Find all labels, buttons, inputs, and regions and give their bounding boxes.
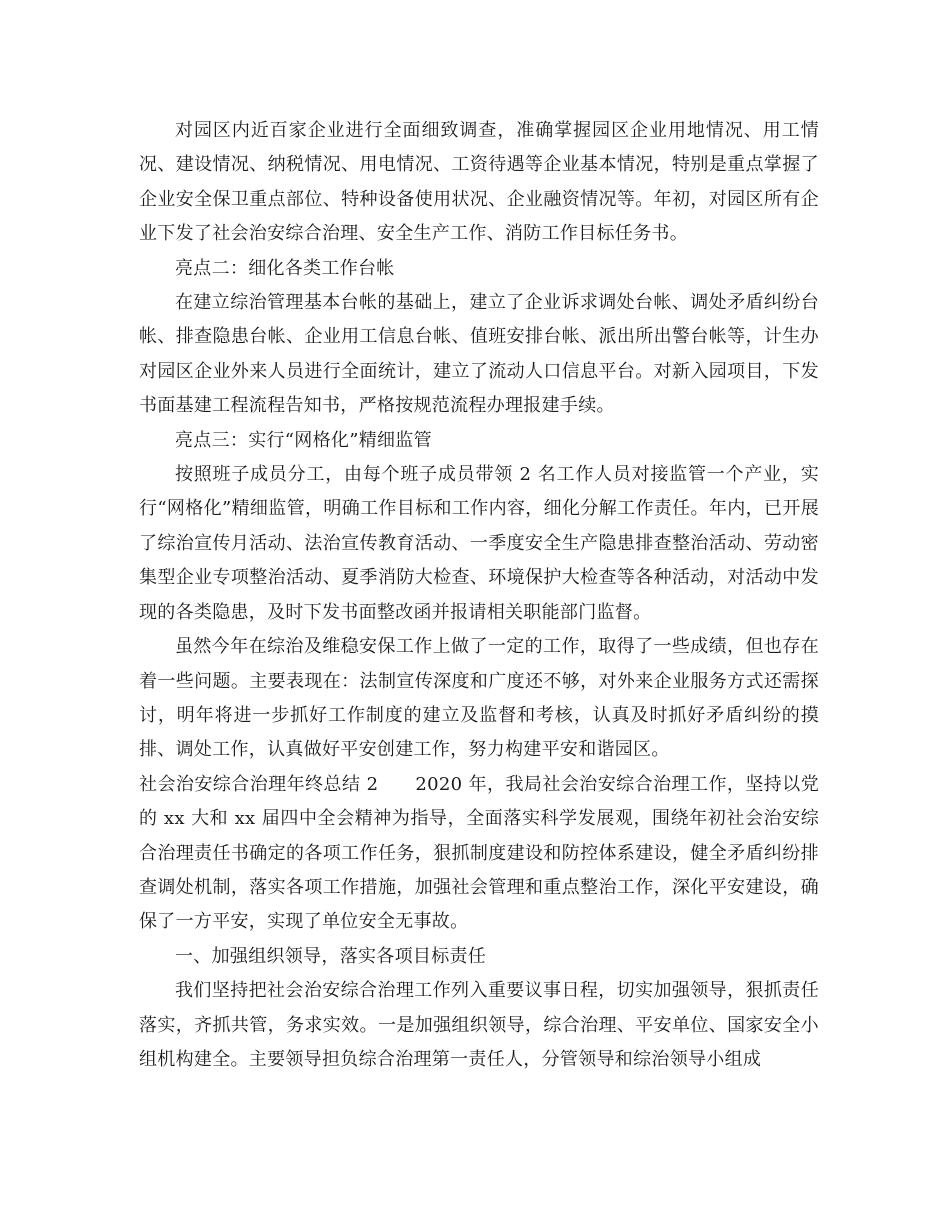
section-heading: 亮点二：细化各类工作台帐	[175, 257, 395, 279]
paragraph: 在建立综治管理基本台帐的基础上，建立了企业诉求调处台帐、调处矛盾纠纷台帐、排查隐患台帐、企业用工信息台帐、值班安排台帐、派出所出警台帐等，计生办对园区企业外来人员进行全面统计，建立了流动人口信息平台。对新入园项目，下发书面基建工程流程告知书，严格按规范流程办理报建手续。	[139, 292, 819, 417]
paragraph: 对园区内近百家企业进行全面细致调查，准确掌握园区企业用地情况、用工情况、建设情况、纳税情况、用电情况、工资待遇等企业基本情况，特别是重点掌握了企业安全保卫重点部位、特种设备使用状况、企业融资情况等。年初，对园区所有企业下发了社会治安综合治理、安全生产工作、消防工作目标任务书。	[139, 120, 819, 245]
paragraph: 按照班子成员分工，由每个班子成员带领 2 名工作人员对接监管一个产业，实行“网格化”精细监管，明确工作目标和工作内容，细化分解工作责任。年内，已开展了综治宣传月活动、法治宣传教育活动、一季度安全生产隐患排查整治活动、劳动密集型企业专项整治活动、夏季消防大检查、环境保护大检查等各种活动，对活动中发现的各类隐患，及时下发书面整改函并报请相关职能部门监督。	[139, 464, 819, 623]
document-body	[139, 114, 819, 1077]
paragraph: 虽然今年在综治及维稳安保工作上做了一定的工作，取得了一些成绩，但也存在着一些问题。主要表现在：法制宣传深度和广度还不够，对外来企业服务方式还需探讨，明年将进一步抓好工作制度的建立及监督和考核，认真及时抓好矛盾纠纷的摸排、调处工作，认真做好平安创建工作，努力构建平安和谐园区。	[139, 636, 819, 761]
paragraph: 我们坚持把社会治安综合治理工作列入重要议事日程，切实加强领导，狠抓责任落实，齐抓共管，务求实效。一是加强组织领导，综合治理、平安单位、国家安全小组机构建全。主要领导担负综合治理第一责任人，分管领导和综治领导小组成	[139, 980, 819, 1070]
paragraph-report-title: 社会治安综合治理年终总结 2 2020 年，我局社会治安综合治理工作，坚持以党的 xx 大和 xx 届四中全会精神为指导，全面落实科学发展观，围绕年初社会治安综合治理责任书确定的各项工作任务，狠抓制度建设和防控体系建设，健全矛盾纠纷排查调处机制，落实各项工作措施，加强社会管理和重点整治工作，深化平安建设，确保了一方平安，实现了单位安全无事故。	[139, 773, 819, 933]
section-heading: 亮点三：实行“网格化”精细监管	[175, 429, 432, 451]
section-heading: 一、加强组织领导，落实各项目标责任	[175, 945, 487, 967]
